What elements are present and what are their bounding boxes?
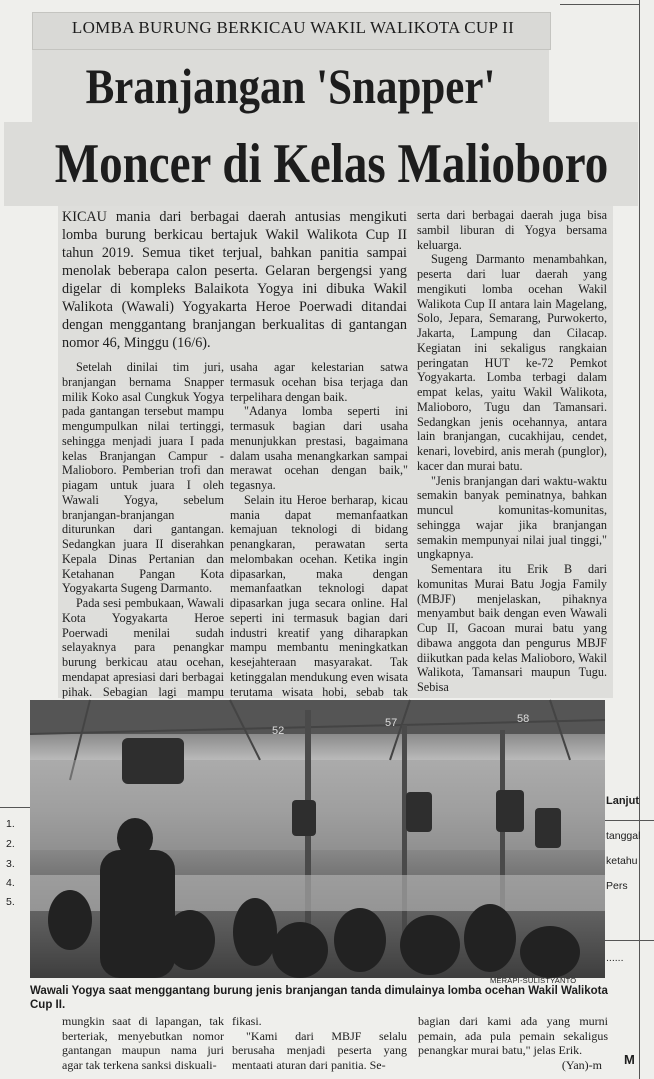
lanjut-label: Lanjut <box>606 795 639 807</box>
photo-caption: Wawali Yogya saat menggantang burung jenis branjangan tanda dimulainya lomba ocehan Wakil Walikota Cup II. <box>30 985 608 1011</box>
cage-number: 52 <box>272 725 285 737</box>
bottom-column-2-text-b: "Kami dari MBJF selalu berusaha menjadi peserta yang mentaati aturan dari panitia. Se- <box>232 1028 407 1072</box>
form-snippet: tanggal <box>606 830 641 842</box>
list-number: 5. <box>6 896 15 908</box>
bottom-column-1 <box>62 1014 224 1072</box>
list-number: 1. <box>6 818 15 830</box>
form-letter: M <box>624 1052 635 1067</box>
bottom-column-1-text: mungkin saat di lapangan, tak berteriak, menyebutkan nomor gantangan maupun nama juri agar tak terkena sanksi diskuali- <box>62 1014 224 1072</box>
form-snippet: Pers <box>606 880 628 892</box>
signoff: (Yan)-m <box>561 1057 602 1072</box>
bottom-column-2-text-a: fikasi. <box>232 1014 262 1028</box>
column-3 <box>417 208 607 694</box>
frame-line-top-right <box>560 4 640 5</box>
form-snippet: ketahu <box>606 855 638 867</box>
photo-credit: MERAPI-SULISTYANTO <box>490 976 577 985</box>
column-2-paragraph: "Adanya lomba seperti ini termasuk bagian dari usaha menunjukkan prestasi, bagaimana dalam usaha menangkarkan sampai merawat ocehan dengan baik," tegasnya. <box>230 404 408 492</box>
column-3-paragraph: serta dari berbagai daerah juga bisa sambil liburan di Yogya bersama keluarga. <box>417 208 607 252</box>
form-divider-right-2 <box>604 940 654 941</box>
kicker: LOMBA BURUNG BERKICAU WAKIL WALIKOTA CUP II <box>71 18 515 37</box>
list-number: 3. <box>6 858 15 870</box>
bottom-column-3 <box>418 1014 608 1072</box>
cage-number: 57 <box>385 717 398 729</box>
list-number: 2. <box>6 838 15 850</box>
list-number: 4. <box>6 877 15 889</box>
form-divider-top <box>0 807 30 808</box>
news-photo <box>30 700 605 978</box>
headline-2: Moncer di Kelas Malioboro <box>54 133 609 195</box>
frame-line-right <box>639 0 640 1079</box>
column-2-paragraph: usaha agar kelestarian satwa termasuk ocehan bisa terjaga dan terpelihara dengan baik. <box>230 360 408 404</box>
column-2-paragraph: Selain itu Heroe berharap, kicau mania dapat memanfaatkan kemajuan teknologi di bidang penangkaran, perawatan serta melombakan ocehan. Ketika ingin dipasarkan, maka dengan memanfaatkan teknologi dapat dipasarkan juga secara online. Hal seperti ini termasuk bagian dari industri kreatif yang diharapkan mampu membantu meningkatkan kesejahteraan masyarakat. Tak ketinggalan mendukung even wisata terutama wisata hobi, sebab tak <box>230 492 408 699</box>
bottom-column-2 <box>232 1014 407 1072</box>
column-1-paragraph: Setelah dinilai tim juri, branjangan bernama Snapper milik Koko asal Cungkuk Yogya pada gantangan tersebut mampu mengumpulkan nilai tertinggi, sehingga menjadi juara I pada kelas Branjangan Campur - Malioboro. Pemberian trofi dan piagam untuk juara I oleh Wawali Yogya, sebelum branjangan-branjangan diturunkan dari gantangan. Sedangkan juara II diserahkan Kepala Dinas Pertanian dan Ketahanan Pangan Kota Yogyakarta Sugeng Darmanto. <box>62 360 224 596</box>
lead-paragraph: KICAU mania dari berbagai daerah antusias mengikuti lomba burung berkicau bertajuk Wakil Walikota Cup II tahun 2019. Semua tiket terjual, bahkan panitia sampai menolak beberapa calon peserta. Gelaran bergengsi yang digelar di kompleks Balaikota Yogya ini dibuka Wakil Walikota (Wawali) Yogyakarta Heroe Poerwadi ditandai dengan menggantang branjangan berkualitas di gantangan nomor 46, Minggu (16/6). <box>62 209 407 351</box>
form-dots: ...... <box>606 952 624 964</box>
bottom-column-3-text: bagian dari kami ada yang murni pemain, ada pula pemain sekaligus penangkar murai batu," jelas Erik. <box>418 1014 608 1058</box>
form-divider-right <box>604 820 654 821</box>
column-3-paragraph: "Jenis branjangan dari waktu-waktu semakin banyak peminatnya, bahkan muncul komunitas-komunitas, sehingga wajar jika branjangan semakin mempunyai nilai jual tinggi," ungkapnya. <box>417 473 607 562</box>
cage-number: 58 <box>517 713 530 725</box>
column-1-paragraph: Pada sesi pembukaan, Wawali Kota Yogyakarta Heroe Poerwadi menilai sudah selayaknya para penangkar burung berkicau atau ocehan, mendapat apresiasi dari berbagai pihak. Sebagian lagi mampu <box>62 596 224 699</box>
photo-illustration <box>30 700 605 978</box>
column-3-paragraph: Sementara itu Erik B dari komunitas Murai Batu Jogja Family (MBJF) menjelaskan, pihaknya menyambut baik dengan even Wawali Cup II, Gacoan murai batu yang dibawa anggota dan pengurus MBJF diikutkan pada kelas Malioboro, Wakil Walikota, Tamansari maupun Tugu. Sebisa <box>417 562 607 694</box>
column-1 <box>62 360 224 699</box>
column-3-paragraph: Sugeng Darmanto menambahkan, peserta dari luar daerah yang mengikuti lomba ocehan Wakil Walikota Cup II antara lain Magelang, Solo, Jepara, Semarang, Purwokerto, Jakarta, Lampung dan Cilacap. Kegiatan ini sekaligus rangkaian peringatan HUT ke-72 Pemkot Yogyakarta. Lomba terbagi dalam empat kelas, yaitu Wakil Walikota, Malioboro, Tugu dan Tamansari. Sedangkan jenis ocehannya, antara lain branjangan, cucakhijau, cendet, kenari, lovebird, anis merah (punglor), kacer dan murai batu. <box>417 252 607 473</box>
column-2 <box>230 360 408 699</box>
headline-1: Branjangan 'Snapper' <box>85 58 496 114</box>
